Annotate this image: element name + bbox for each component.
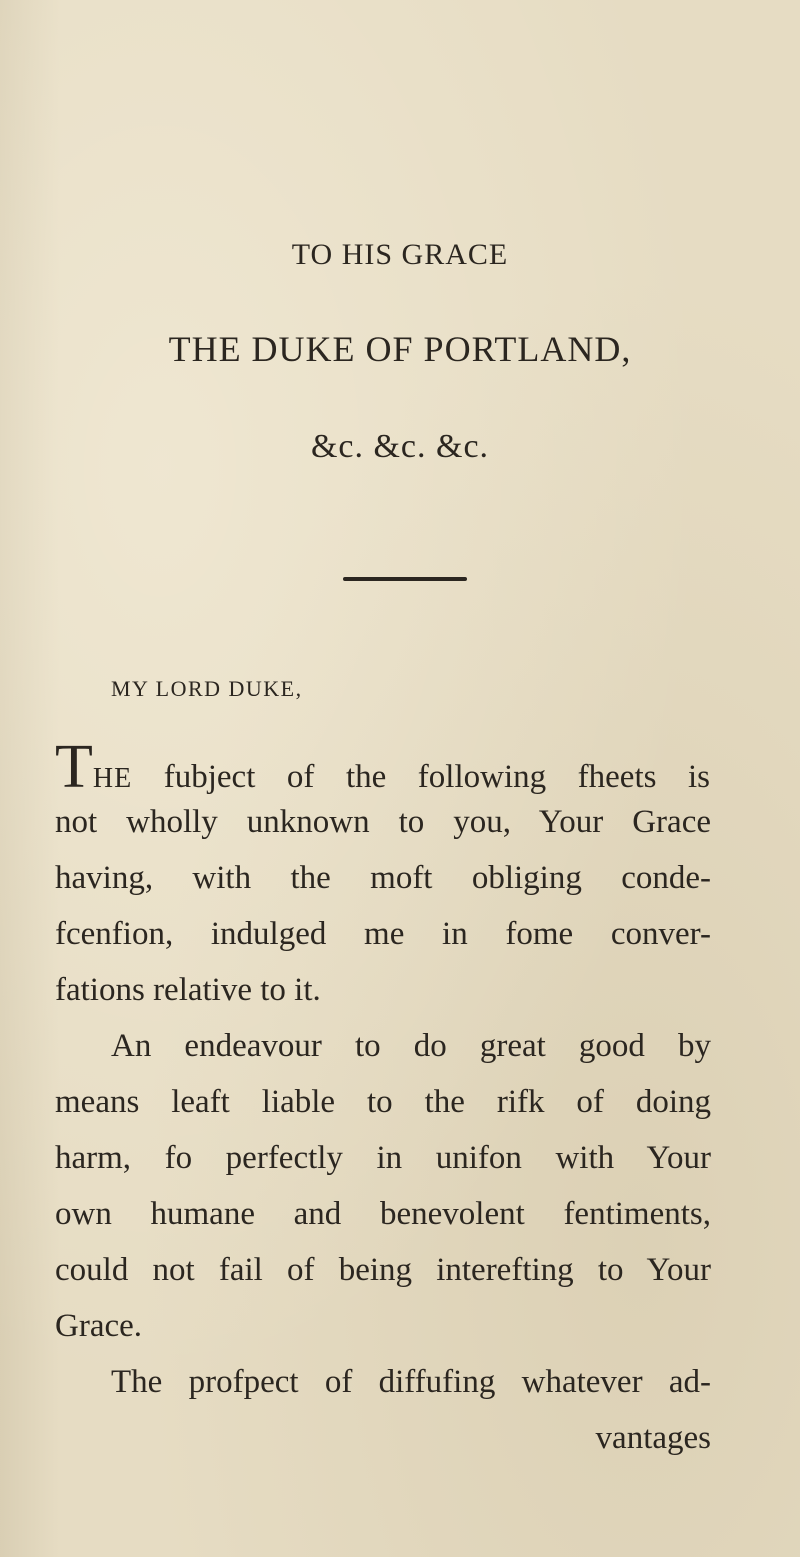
drop-cap: T (55, 733, 93, 801)
text-line-1 (55, 733, 711, 801)
salutation: MY LORD DUKE, (111, 676, 303, 701)
text-line-7: means leaft liable to the rifk of doing (55, 1084, 711, 1120)
etcetera-line: &c. &c. &c. (310, 428, 490, 465)
text-line-8: harm, fo perfectly in unifon with Your (55, 1140, 711, 1176)
text-line-6: An endeavour to do great good by (111, 1028, 711, 1064)
text-line-4: fcenfion, indulged me in fome conver- (55, 916, 711, 952)
text-line-10: could not fail of being interefting to Your (55, 1252, 711, 1288)
text-line-9: own humane and benevolent fentiments, (55, 1196, 711, 1232)
section-divider (343, 577, 467, 581)
text-line-3: having, with the moft obliging conde- (55, 860, 711, 896)
text-line-12: The profpect of diffufing whatever ad- (111, 1364, 711, 1400)
dedication-heading: TO HIS GRACE (291, 238, 509, 271)
opening-small-caps: HE (92, 763, 133, 794)
text-line-5: fations relative to it. (55, 972, 321, 1008)
text-line-2: not wholly unknown to you, Your Grace (55, 804, 711, 840)
dedicatee-name: THE DUKE OF PORTLAND, (168, 329, 632, 369)
text-line-11: Grace. (55, 1308, 143, 1344)
opening-rest: fubject of the following fheets is (163, 759, 711, 795)
catchword: vantages (595, 1420, 711, 1456)
